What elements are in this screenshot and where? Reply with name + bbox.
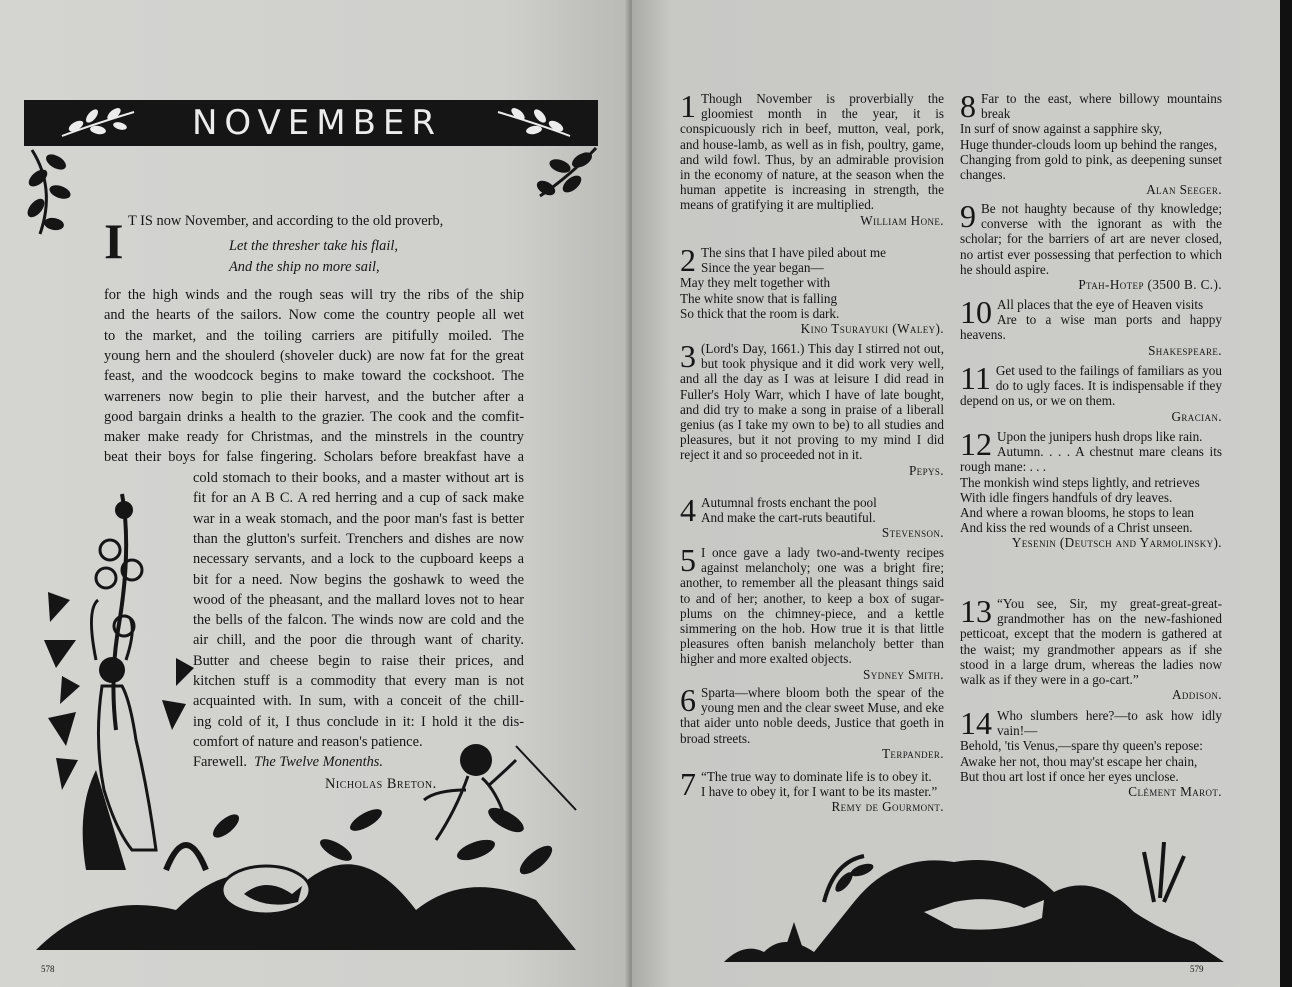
quote-text: Be not haughty because of thy knowledge; converse with the ignorant as with the scholar; for the barriers of art are never closed, no artist ever possessing that perfection to which he should aspire. [960, 201, 1222, 277]
day-number: 8 [960, 88, 976, 124]
day-number: 5 [680, 542, 696, 578]
left-page [0, 0, 632, 987]
day-entry [960, 88, 1222, 198]
quote-attribution: Clément Marot. [1128, 784, 1222, 800]
day-entry [680, 242, 944, 337]
day-number: 1 [680, 88, 696, 124]
quote-attribution: Kino Tsurayuki (Waley). [800, 321, 944, 337]
page-number: 578 [41, 964, 55, 974]
body-line: and the hearts of the sailors. Now come the country people all wet [104, 307, 524, 324]
day-number: 14 [960, 705, 992, 741]
quote-text: Though November is proverbially the gloomiest month in the year, it is conspicuously rich in beef, mutton, veal, pork, and house-lamb, as well as in fish, poultry, game, and wild fowl. Thus, by an admirable provision in the economy of nature, at the season when the human appetite is increasing in strength, the means of gratifying it are multiplied. [680, 91, 944, 213]
quote-attribution: Stevenson. [881, 525, 944, 541]
body-line: Butter and cheese begin to raise their prices, and [193, 652, 524, 669]
quote-attribution: Sydney Smith. [863, 666, 944, 682]
body-line: maker make ready for Christmas, and the minstrels in the country [104, 429, 524, 446]
quote-text: Upon the junipers hush drops like rain. Autumn. . . . A chestnut mare cleans its rough mane: . . . The monkish wind steps lightly, and retrieves With idle fingers handfuls of dry leaves. And where a rowan blooms, he stops to lean And kiss the red wounds of a Christ unseen. [960, 429, 1222, 536]
body-line: fit for an A B C. A red herring and a cup of sack make [193, 490, 524, 507]
body-line: than the glutton's surfeit. Trenchers and dishes are now [193, 530, 524, 547]
body-line: beat their boys for false fingering. Scholars before breakfast have a [104, 449, 524, 466]
quote-text: Who slumbers here?—to ask how idly vain!— Behold, 'tis Venus,—spare thy queen's repose: Awake her not, thou may'st escape her chain, But thou art lost if once her eyes unclose. [960, 708, 1222, 784]
day-number: 9 [960, 198, 976, 234]
body-line: good bargain drinks a health to the grazier. The cook and the comfit- [104, 408, 524, 425]
figures-illustration [36, 490, 596, 950]
body-line: to the market, and the toiling carriers are pitifully moiled. The [104, 327, 524, 344]
day-number: 11 [960, 360, 991, 396]
day-entry [680, 338, 944, 478]
body-line: comfort of nature and reason's patience. [193, 733, 423, 750]
quote-attribution: Alan Seeger. [1146, 182, 1222, 198]
body-line: young hern and the shoulerd (shoveler duck) are now fat for the great [104, 347, 524, 364]
fox-illustration [724, 842, 1224, 962]
quote-attribution: Ptah-Hotep (3500 B. C.). [1078, 277, 1222, 293]
day-number: 7 [680, 766, 696, 802]
quote-text: I once gave a lady two-and-twenty recipes against melancholy; one was a bright fire; another, to remember all the pleasant things said to and of her; another, to keep a box of sugar-plums on the chimney-piece, and a kettle simmering on the hob. How true it is that little pleasures often banish melancholy better than higher and more exalted objects. [680, 545, 944, 667]
body-line: for the high winds and the rough seas will try the ribs of the ship [104, 287, 524, 303]
quote-attribution: Remy de Gourmont. [831, 799, 944, 815]
corner-leaves-icon [26, 148, 98, 236]
drop-cap: I [104, 213, 124, 269]
quote-text: The sins that I have piled about me Since the year began— May they melt together with The white snow that is falling So thick that the room is dark. [680, 245, 886, 321]
day-number: 3 [680, 338, 696, 374]
day-number: 10 [960, 294, 992, 330]
day-entry [960, 360, 1222, 424]
day-entry [960, 593, 1222, 703]
quote-text: (Lord's Day, 1661.) This day I stirred not out, but took physique and it did work very well, and all the day as I was at leisure I did read in Fuller's Holy Warr, which I have of late bought, and did try to make a song in praise of a liberall genius (as I take my own to be) to all studies and pleasures, but it not proving to my mind I did reject it and so proceeded not in it. [680, 341, 944, 463]
quote-attribution: William Hone. [860, 212, 944, 228]
day-entry [960, 294, 1222, 358]
body-line: cold stomach to their books, and a master without art is [193, 470, 524, 486]
quote-attribution: Yesenin (Deutsch and Yarmolinsky). [1011, 535, 1222, 551]
leaf-sprig-icon [58, 106, 138, 140]
signature: Nicholas Breton. [325, 776, 437, 792]
day-entry [960, 198, 1222, 293]
day-number: 12 [960, 426, 992, 462]
book-edge [1280, 0, 1292, 987]
body-line: bit for a need. Now begins the goshawk to weed the [193, 571, 524, 588]
day-entry [960, 705, 1222, 800]
month-banner [24, 100, 598, 146]
day-number: 2 [680, 242, 696, 278]
day-entry [680, 766, 944, 815]
page-number: 579 [1190, 964, 1204, 974]
body-line: the bells of the falcon. The winds now are cold and the [193, 612, 524, 629]
body-line: feast, and the woodcock begins to make toward the cockshoot. The [104, 368, 524, 385]
day-number: 13 [960, 593, 992, 629]
quote-attribution: Shakespeare. [1148, 342, 1222, 358]
body-line: wood of the pheasant, and the mallard loves not to hear [193, 591, 524, 608]
day-entry [680, 88, 944, 228]
right-page [632, 0, 1280, 987]
leaf-sprig-icon [494, 106, 574, 140]
quote-attribution: Addison. [1171, 687, 1222, 703]
quote-text: Far to the east, where billowy mountains break In surf of snow against a sapphire sky, Huge thunder-clouds loom up behind the ranges, Changing from gold to pink, as deepening sunset changes. [960, 91, 1222, 183]
body-line: warreners now begin to plie their harvest, and the butcher after a [104, 388, 524, 405]
body-line: ing cold of it, I thus conclude in it: I hold it the dis- [193, 713, 524, 730]
quote-text: “You see, Sir, my great-great-great-grandmother has on the new-fashioned petticoat, except that the modern is gathered at the waist; my grandmother appears as if she stood in a large drum, whereas the ladies now walk as if they were in a go-cart.” [960, 596, 1222, 688]
banner-title: NOVEMBER [191, 103, 443, 143]
quote-attribution: Terpander. [881, 745, 944, 761]
body-line: air chill, and the poor die through want of charity. [193, 632, 524, 649]
corner-leaves-icon [530, 146, 602, 206]
quote-text: Get used to the failings of familiars as you do to ugly faces. It is indispensable if they depend on us, or we on them. [960, 363, 1222, 409]
body-line: acquainted with. In sum, with a conceit of the chill- [193, 693, 524, 710]
quote-text: Sparta—where bloom both the spear of the young men and the clear sweet Muse, and eke that aider unto noble deeds, Justice that goeth in broad streets. [680, 685, 944, 746]
day-entry [680, 682, 944, 761]
quote-text: Autumnal frosts enchant the pool And make the cart-ruts beautiful. [701, 495, 877, 526]
day-number: 4 [680, 492, 696, 528]
quote-text: “The true way to dominate life is to obey it. I have to obey it, for I want to be its master.” [701, 769, 938, 800]
verse-line-2: And the ship no more sail, [229, 259, 380, 275]
body-line: necessary servants, and a lock to the cupboard keeps a [193, 551, 524, 568]
farewell-text: Farewell. [193, 754, 247, 770]
opening-line: T IS now November, and according to the old proverb, [128, 213, 444, 229]
day-entry [960, 426, 1222, 551]
quote-text: All places that the eye of Heaven visits Are to a wise man ports and happy heavens. [960, 297, 1222, 343]
quote-attribution: Pepys. [908, 462, 944, 478]
body-line: war in a weak stomach, and the poor man's fast is better [193, 510, 524, 527]
day-entry [680, 492, 944, 541]
day-number: 6 [680, 682, 696, 718]
verse-line-1: Let the thresher take his flail, [229, 238, 398, 254]
quote-attribution: Gracian. [1171, 408, 1222, 424]
day-entry [680, 542, 944, 682]
source-title: The Twelve Monenths. [254, 754, 383, 770]
body-line: kitchen stuff is a commodity that every man is not [193, 673, 524, 689]
